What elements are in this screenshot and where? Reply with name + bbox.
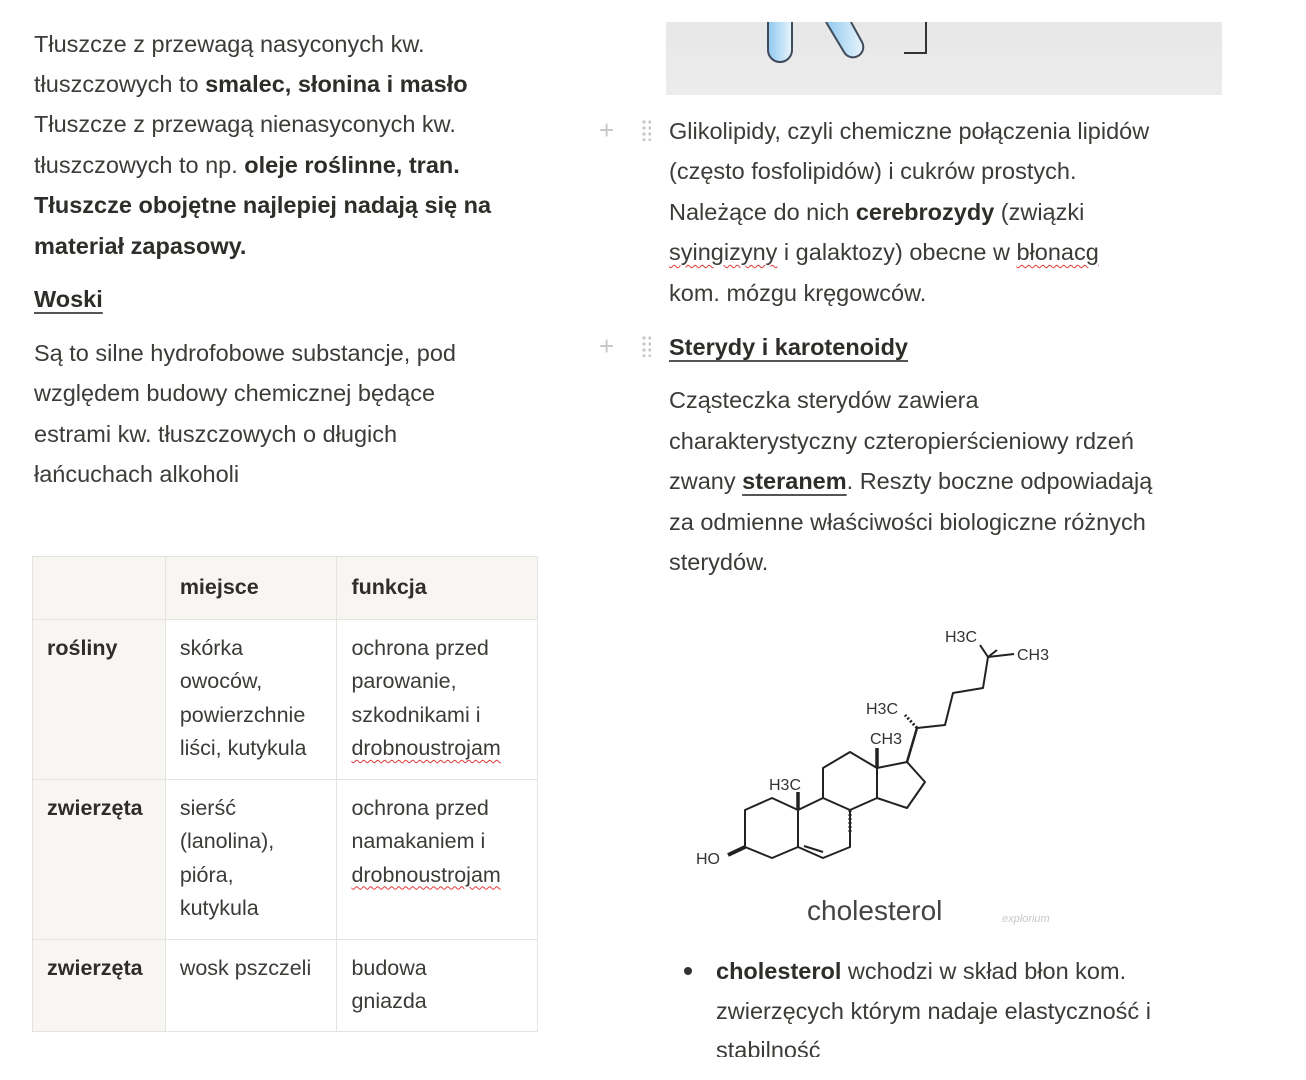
text-line: Cząsteczka sterydów zawiera: [669, 387, 979, 413]
text-line: kom. mózgu kręgowców.: [669, 280, 927, 306]
misspelled-word[interactable]: drobnoustrojam: [351, 862, 501, 887]
table-header-cell[interactable]: miejsce: [165, 557, 337, 620]
h3c-label: H3C: [866, 701, 899, 718]
waxes-table: [32, 556, 538, 1032]
text-line: Należące do nich cerebrozydy (związki: [669, 199, 1085, 225]
table-cell[interactable]: [165, 939, 337, 1031]
table-cell[interactable]: zwierzęta: [33, 939, 166, 1031]
ch3-label: CH3: [1017, 647, 1050, 664]
cell-line: liści, kutykula: [179, 736, 307, 760]
ho-label: HO: [696, 851, 720, 868]
text-line: względem budowy chemicznej będące: [34, 380, 436, 406]
cell-line: owoców,: [179, 669, 263, 693]
cell-line: wosk pszczeli: [179, 955, 312, 980]
text-line: za odmienne właściwości biologiczne różnych: [669, 509, 1146, 535]
cholesterol-structure-image[interactable]: [680, 610, 1100, 940]
table-cell[interactable]: [337, 939, 538, 1031]
table-cell[interactable]: zwierzęta: [33, 779, 166, 939]
text-line: zwany steranem. Reszty boczne odpowiadają: [669, 468, 1153, 494]
text-line: Są to silne hydrofobowe substancje, pod: [34, 340, 456, 366]
table-row: [33, 619, 538, 779]
drag-handle-icon[interactable]: [641, 335, 651, 357]
cell-line: skórka: [179, 635, 244, 660]
figure-caption: cholesterol: [807, 895, 943, 926]
cell-line: ochrona przed: [351, 795, 489, 820]
text-line: Glikolipidy, czyli chemiczne połączenia lipidów: [669, 118, 1150, 144]
table-cell[interactable]: [165, 619, 337, 779]
misspelled-word[interactable]: błonacg: [1016, 239, 1099, 265]
text-line: charakterystyczny czteropierścieniowy rdzeń: [669, 428, 1134, 454]
misspelled-word[interactable]: drobnoustrojam: [351, 736, 501, 760]
drag-handle-icon[interactable]: [641, 119, 651, 141]
text-line: materiał zapasowy.: [34, 233, 247, 259]
cell-line: kutykula: [179, 896, 259, 920]
watermark: explorium: [1002, 913, 1050, 925]
test-tubes-icon: [666, 22, 1222, 95]
cell-line: sierść: [179, 795, 236, 820]
table-header-row: [33, 557, 538, 620]
cell-line: szkodnikami i: [351, 702, 481, 727]
text-line: Tłuszcze z przewagą nasyconych kw.: [34, 31, 425, 57]
text-line: Tłuszcze obojętne najlepiej nadają się na: [34, 192, 492, 218]
table-cell[interactable]: rośliny: [33, 619, 166, 779]
text-line: estrami kw. tłuszczowych o długich: [34, 421, 398, 447]
text-line: tłuszczowych to np. oleje roślinne, tran.: [34, 152, 460, 178]
test-tubes-image[interactable]: [666, 22, 1222, 95]
text-line: sterydów.: [669, 549, 769, 575]
add-block-icon[interactable]: +: [599, 331, 615, 361]
table-header-cell[interactable]: funkcja: [337, 557, 538, 620]
heading-sterydy[interactable]: Sterydy i karotenoidy: [669, 334, 908, 360]
cell-line: pióra,: [179, 862, 234, 887]
text-line: Tłuszcze z przewagą nienasyconych kw.: [34, 111, 456, 137]
table-header-cell[interactable]: [33, 557, 166, 620]
cell-line: ochrona przed: [351, 635, 489, 660]
text-line: syingizyny i galaktozy) obecne w błonacg: [669, 239, 1099, 265]
heading-woski[interactable]: Woski: [34, 286, 103, 312]
steranem-link[interactable]: steranem: [742, 468, 847, 494]
text-line: łańcuchach alkoholi: [34, 461, 240, 487]
cell-line: parowanie,: [351, 669, 457, 693]
misspelled-word[interactable]: syingizyny: [669, 239, 778, 265]
cell-line: powierzchnie: [179, 702, 306, 727]
ch3-label: CH3: [870, 731, 903, 748]
text-line: stabilność: [716, 1037, 821, 1057]
table-row: [33, 939, 538, 1031]
add-block-icon[interactable]: +: [599, 115, 615, 145]
table-cell[interactable]: [337, 779, 538, 939]
text-line: tłuszczowych to smalec, słonina i masło: [34, 71, 468, 97]
h3c-label: H3C: [945, 629, 978, 646]
table-row: [33, 779, 538, 939]
cell-line: (lanolina),: [179, 829, 275, 853]
cell-line: gniazda: [351, 989, 427, 1013]
table-cell[interactable]: [337, 619, 538, 779]
cell-line: namakaniem i: [351, 829, 486, 853]
cell-line: budowa: [351, 955, 427, 980]
text-line: cholesterol wchodzi w skład błon kom.: [716, 958, 1127, 984]
h3c-label: H3C: [769, 777, 802, 794]
table-cell[interactable]: [165, 779, 337, 939]
text-line: zwierzęcych którym nadaje elastyczność i: [716, 998, 1151, 1024]
bullet-icon: [684, 967, 692, 975]
text-line: (często fosfolipidów) i cukrów prostych.: [669, 158, 1077, 184]
